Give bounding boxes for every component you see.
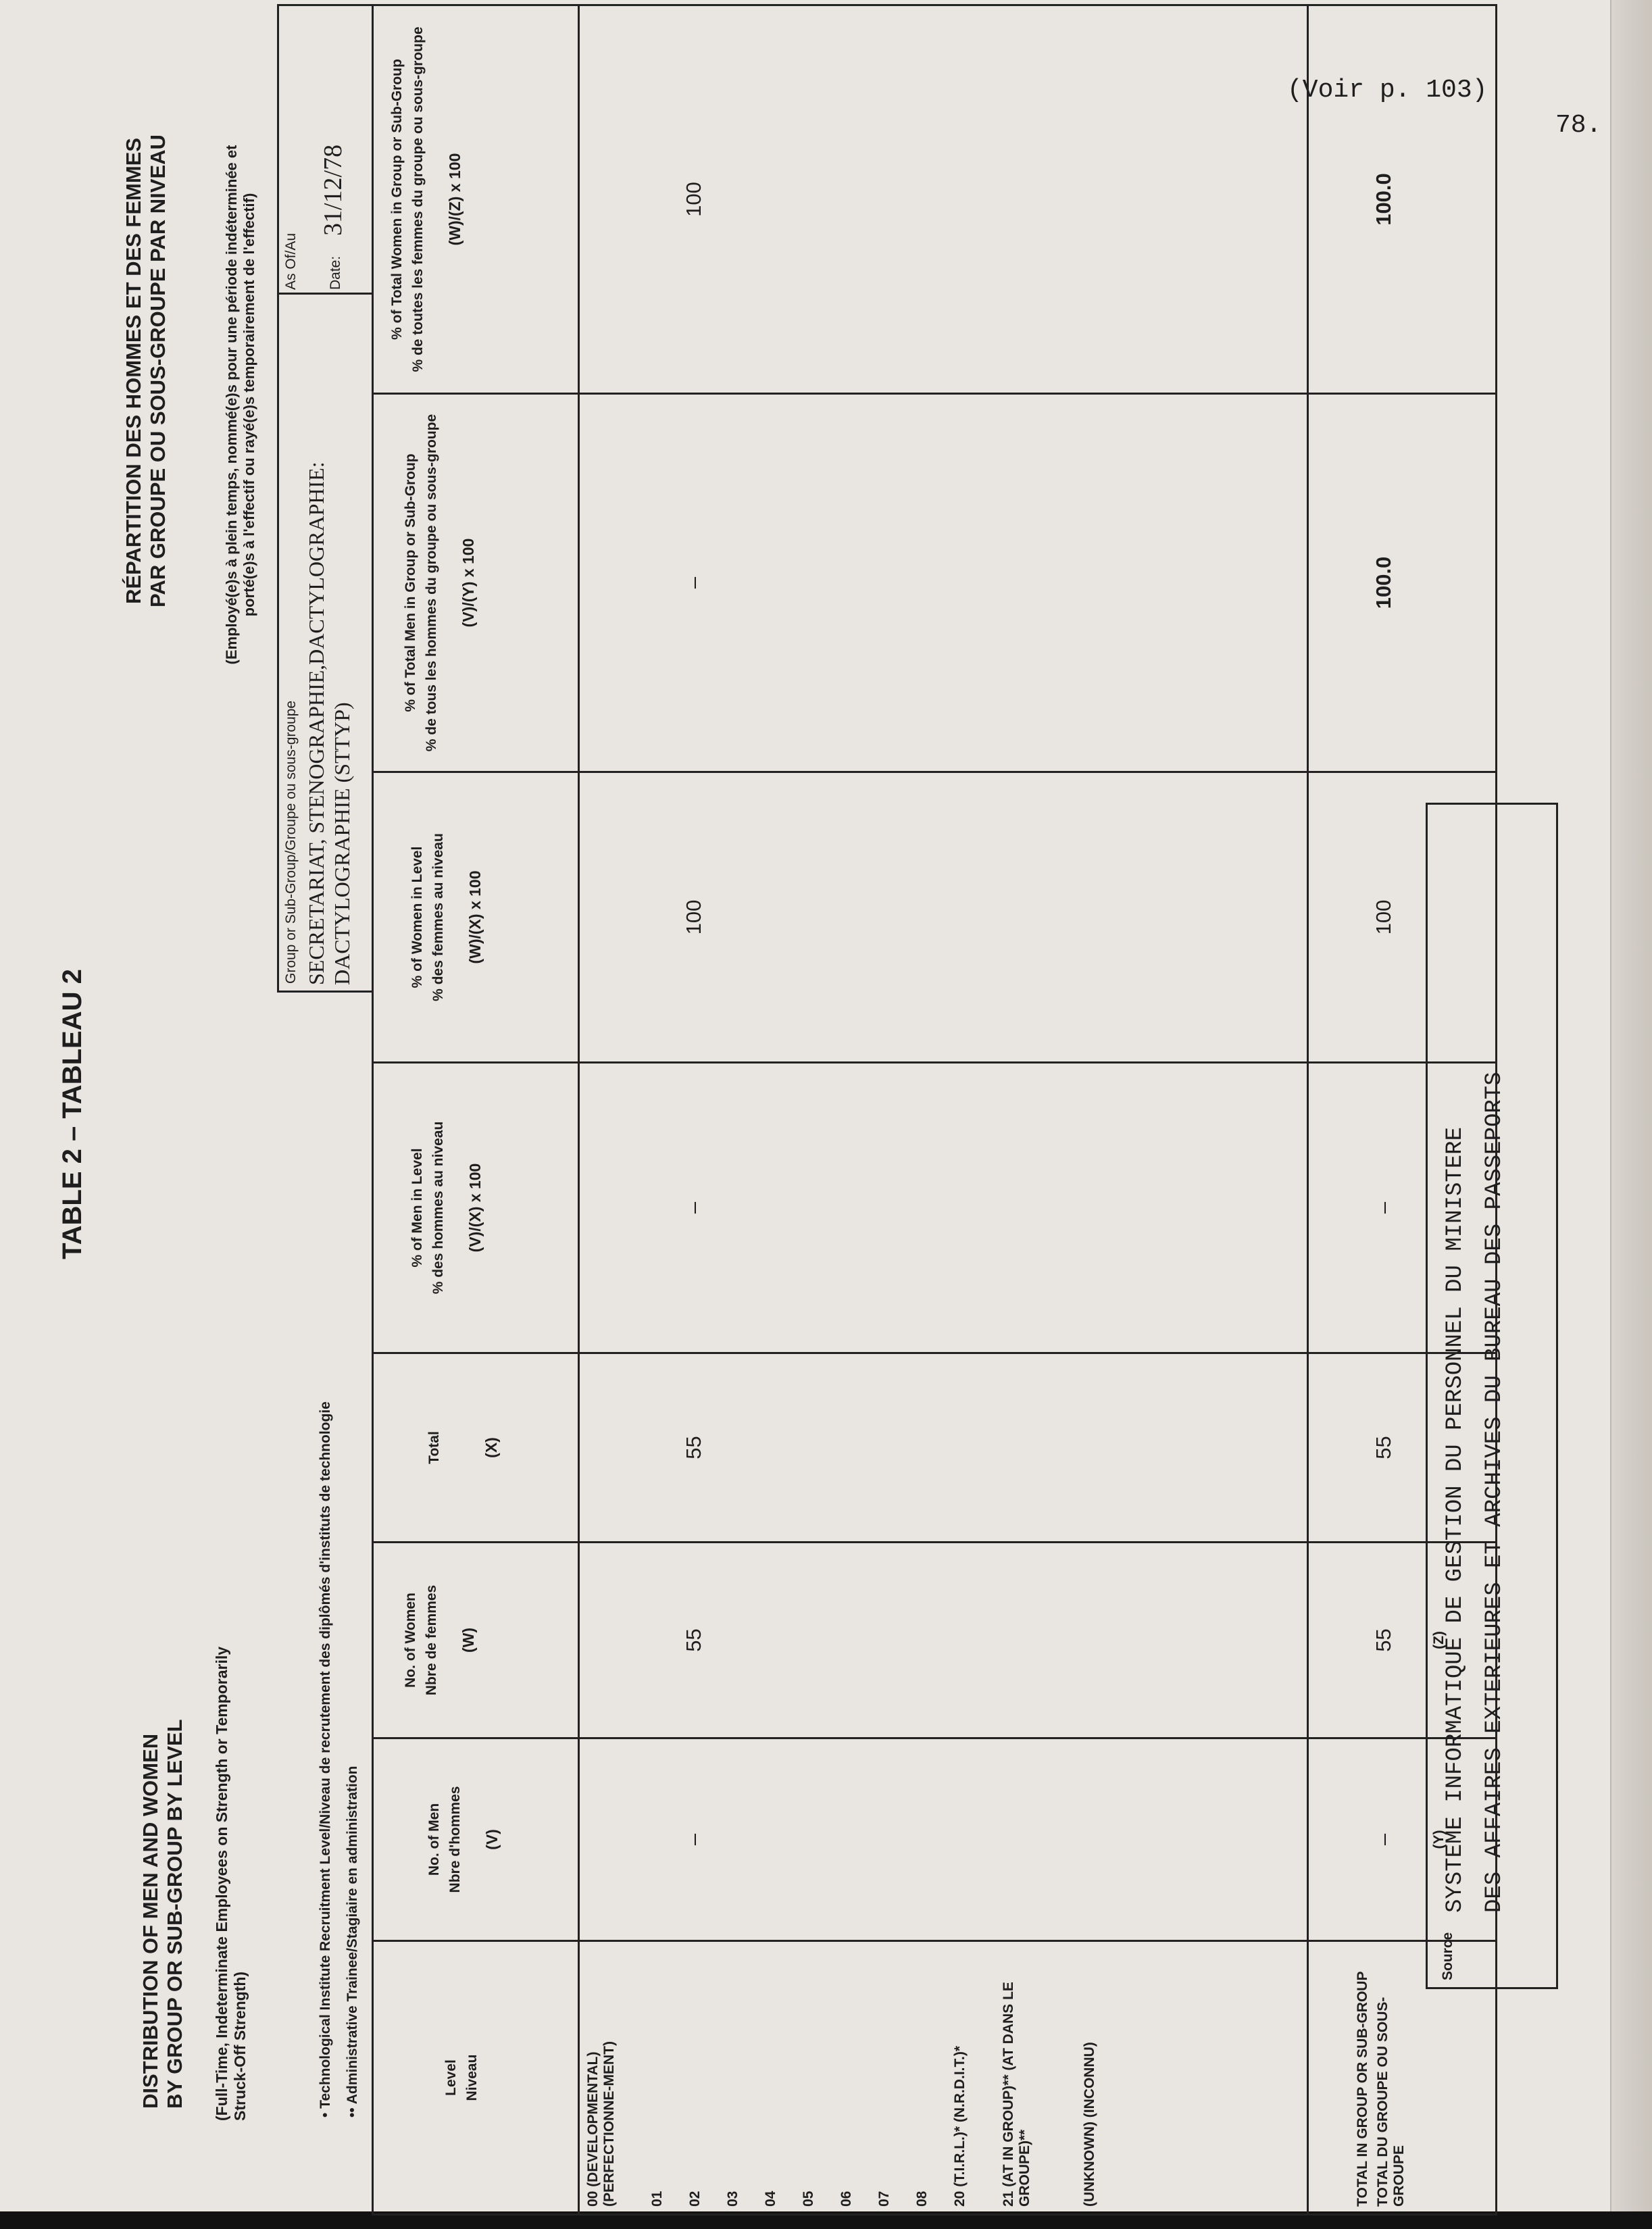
total-label-en: TOTAL IN GROUP OR SUB-GROUP [1355, 1971, 1370, 2207]
cell-02-men [579, 1738, 1308, 1941]
source-line-2: DES AFFAIRES EXTERIEURES ET ARCHIVES DU BUREAU DES PASSEPORTS [1482, 1072, 1507, 1913]
header-pct-women-level-fr: % des femmes au niveau [430, 833, 446, 1001]
date-label: Date: [328, 255, 343, 290]
group-name-line-2: DACTYLOGRAPHIE (STTYP) [330, 702, 354, 985]
table-body-row [579, 5, 1308, 2215]
total-men: – [1372, 1833, 1395, 1846]
header-men-code: (V) [483, 1829, 501, 1850]
header-pct-total-women [373, 5, 579, 394]
table-header-row [373, 5, 579, 2215]
header-women-en: No. of Women [403, 1593, 418, 1688]
header-women-code: (W) [459, 1627, 477, 1653]
source-box [1426, 803, 1558, 1989]
total-total: 55 [1372, 1436, 1395, 1459]
french-note-line-1: (Employé(e)s à plein temps, nommé(e)s pour une période indéterminée et [223, 145, 240, 665]
distribution-table [372, 4, 1497, 2215]
header-pct-total-women-fr: % de toutes les femmes du groupe ou sous-groupe [410, 26, 426, 372]
level-02: 02 [687, 2190, 703, 2207]
cell-02-total [579, 1353, 1308, 1543]
value-02-total: 55 [682, 1436, 705, 1459]
page-reference: (Voir p. 103) [1287, 76, 1488, 105]
header-pct-total-women-en: % of Total Women in Group or Sub-Group [389, 59, 405, 340]
total-pct-total-men: 100.0 [1372, 556, 1395, 609]
as-of-box [277, 4, 374, 297]
header-pct-total-men [373, 394, 579, 772]
page-number: 78. [1555, 111, 1602, 140]
total-pct-women-level: 100 [1372, 899, 1395, 935]
level-20: 20 (T.I.R.L.)* (N.R.D.I.T.)* [952, 2045, 968, 2207]
level-unknown: (UNKNOWN) (INCONNU) [1082, 2042, 1097, 2207]
header-level-en: Level [443, 2059, 459, 2096]
value-02-pct-total-women: 100 [682, 182, 705, 217]
level-06: 06 [838, 2190, 854, 2207]
english-note-line-1: (Full-Time, Indeterminate Employees on Strength or Temporarily [213, 1646, 230, 2121]
english-title-line-2: BY GROUP OR SUB-GROUP BY LEVEL [163, 1719, 186, 2109]
cell-02-pct-men-level [579, 1063, 1308, 1353]
header-pct-men-level-en: % of Men in Level [409, 1148, 425, 1268]
level-21: 21 (AT IN GROUP)** (AT DANS LE GROUPE)** [1001, 1982, 1032, 2207]
level-07: 07 [876, 2190, 892, 2207]
header-pct-total-men-fr: % de tous les hommes du groupe ou sous-groupe [424, 414, 439, 752]
table-title: TABLE 2 – TABLEAU 2 [57, 969, 87, 1259]
header-pct-men-level [373, 1063, 579, 1353]
english-title-line-1: DISTRIBUTION OF MEN AND WOMEN [139, 1733, 162, 2109]
group-name [303, 309, 355, 985]
french-title-line-2: PAR GROUPE OU SOUS-GROUPE PAR NIVEAU [146, 134, 170, 607]
header-men [373, 1738, 579, 1941]
level-01: 01 [649, 2190, 665, 2207]
cell-02-pct-total-men [579, 394, 1308, 772]
header-level-fr: Niveau [464, 2054, 480, 2101]
header-level [373, 1941, 579, 2215]
header-pct-men-level-fr: % des hommes au niveau [430, 1121, 446, 1295]
as-of-label: As Of/Au [283, 232, 299, 290]
header-men-en: No. of Men [426, 1803, 442, 1876]
level-05: 05 [801, 2190, 816, 2207]
value-02-pct-total-men: – [682, 576, 705, 589]
group-label: Group or Sub-Group/Groupe ou sous-groupe [283, 700, 299, 984]
cell-02-women [579, 1543, 1308, 1738]
group-box [277, 293, 374, 993]
header-total-code: (X) [482, 1437, 500, 1458]
as-of-date: 31/12/78 [319, 144, 347, 236]
french-note [223, 53, 258, 756]
value-02-men: – [682, 1833, 705, 1846]
header-pct-total-men-formula: (V)/(Y) x 100 [459, 538, 477, 628]
total-label-fr: TOTAL DU GROUPE OU SOUS-GROUPE [1375, 1997, 1407, 2207]
source-text [1436, 818, 1514, 1913]
level-04: 04 [763, 2190, 778, 2207]
level-08: 08 [914, 2190, 930, 2207]
total-pct-total-men-cell [1308, 394, 1497, 772]
header-men-fr: Nbre d'hommes [447, 1786, 463, 1893]
english-title [139, 1163, 187, 2109]
cell-02-pct-total-women [579, 5, 1308, 394]
header-total-en: Total [426, 1431, 442, 1464]
value-02-women: 55 [682, 1628, 705, 1652]
source-line-1: SYSTEME INFORMATIQUE DE GESTION DU PERSONNEL DU MINISTERE [1443, 1127, 1468, 1913]
french-title [122, 33, 170, 709]
footnote-administrative: •• Administrative Trainee/Stagiaire en administration [345, 1765, 360, 2118]
value-02-pct-men-level: – [682, 1201, 705, 1214]
source-label: Source [1440, 1932, 1455, 1980]
header-pct-total-women-formula: (W)/(Z) x 100 [446, 153, 464, 246]
level-03: 03 [725, 2190, 741, 2207]
header-pct-total-men-en: % of Total Men in Group or Sub-Group [403, 453, 418, 712]
english-note [213, 1445, 249, 2121]
header-total [373, 1353, 579, 1543]
footnote-technological: • Technological Institute Recruitment Level/Niveau de recrutement des diplômés d'instituts de technologie [318, 1401, 333, 2118]
total-pct-total-women-cell [1308, 5, 1497, 394]
french-title-line-1: RÉPARTITION DES HOMMES ET DES FEMMES [122, 137, 145, 605]
value-02-pct-women-level: 100 [682, 899, 705, 935]
total-pct-total-women: 100.0 [1372, 173, 1395, 226]
header-women-fr: Nbre de femmes [424, 1584, 439, 1696]
level-list [579, 1941, 1308, 2215]
french-note-line-2: porté(e)s à l'effectif ou rayé(e)s temporairement de l'effectif) [241, 193, 257, 617]
level-00: 00 (DEVELOPMENTAL) (PERFECTIONNE-MENT) [585, 2041, 617, 2207]
group-name-line-1: SECRETARIAT, STENOGRAPHIE,DACTYLOGRAPHIE: [304, 461, 328, 985]
english-note-line-2: Struck-Off Strength) [231, 1971, 249, 2121]
total-women-code: (Z) [1431, 1631, 1447, 1649]
header-pct-women-level [373, 772, 579, 1063]
header-pct-men-level-formula: (V)/(X) x 100 [466, 1163, 484, 1253]
header-pct-women-level-en: % of Women in Level [409, 846, 425, 988]
cell-02-pct-women-level [579, 772, 1308, 1063]
header-women [373, 1543, 579, 1738]
total-pct-men-level: – [1372, 1201, 1395, 1214]
total-men-code: (Y) [1431, 1830, 1447, 1849]
total-women: 55 [1372, 1628, 1395, 1652]
header-pct-women-level-formula: (W)/(X) x 100 [466, 870, 484, 964]
